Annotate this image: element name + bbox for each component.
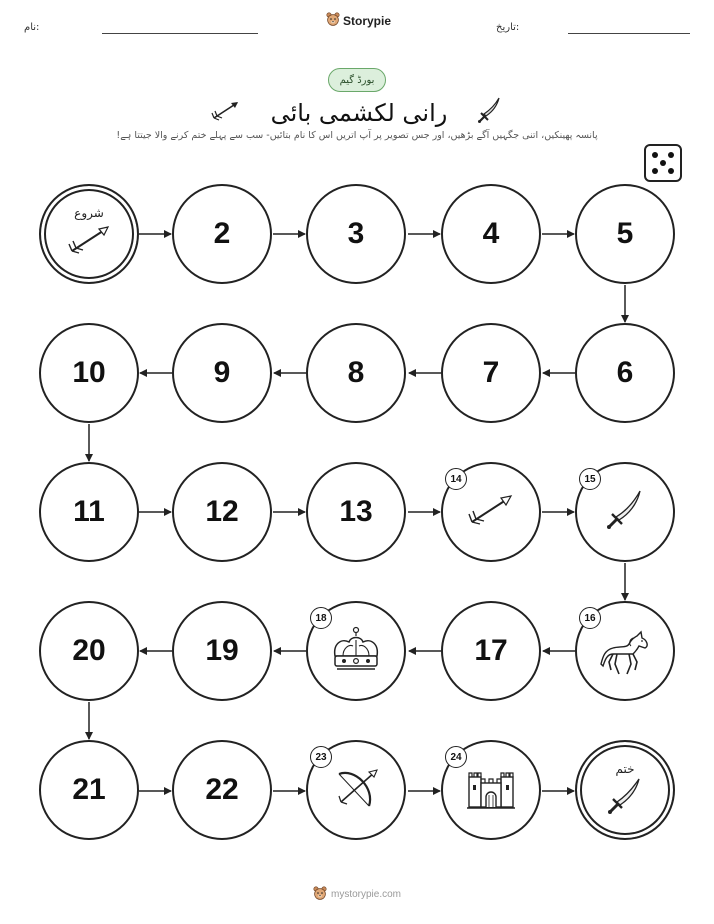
board-cell-6[interactable] [575, 323, 675, 423]
footer-link[interactable]: mystorypie.com [330, 889, 401, 900]
castle-icon [465, 765, 517, 815]
board-cell-14[interactable] [441, 462, 541, 562]
arrow-icon [466, 492, 516, 532]
board-game-tag: بورڈ گیم [328, 68, 386, 92]
cell-number: 20 [72, 634, 106, 667]
start-cell[interactable] [39, 184, 139, 284]
date-label: تاریخ: [496, 22, 520, 33]
board-cell-23[interactable] [306, 740, 406, 840]
cell-number: 22 [205, 773, 239, 806]
cell-number-badge: 18 [310, 607, 332, 629]
cell-number-badge: 16 [579, 607, 601, 629]
board-cell-18[interactable] [306, 601, 406, 701]
cell-number: 5 [616, 217, 634, 250]
cell-number-badge: 23 [310, 746, 332, 768]
sword-icon [605, 488, 645, 536]
board-cell-17[interactable] [441, 601, 541, 701]
board-cell-12[interactable] [172, 462, 272, 562]
board-cell-3[interactable] [306, 184, 406, 284]
cell-number: 9 [213, 356, 231, 389]
footer [0, 886, 714, 903]
arrow-icon [66, 223, 112, 261]
instructions-text: پانسہ پھینکیں، اتنی جگہیں آگے بڑھیں، اور جس تصویر پر آپ اتریں اس کا نام بتائیں- سب سے پہلے ختم کرنے والا جیتتا ہے! [116, 130, 598, 141]
cell-number: 3 [347, 217, 365, 250]
board-cell-9[interactable] [172, 323, 272, 423]
bear-face-icon [313, 886, 327, 903]
name-label: نام: [24, 22, 40, 33]
cell-number: 7 [482, 356, 500, 389]
horse-icon [599, 630, 651, 684]
board-cell-8[interactable] [306, 323, 406, 423]
board-cell-7[interactable] [441, 323, 541, 423]
board-cell-20[interactable] [39, 601, 139, 701]
board-cell-15[interactable] [575, 462, 675, 562]
cell-number: 2 [213, 217, 231, 250]
cell-number: 13 [339, 495, 373, 528]
cell-number: 17 [474, 634, 508, 667]
finish-cell[interactable] [575, 740, 675, 840]
crown-icon [329, 626, 383, 676]
cell-number: 12 [205, 495, 239, 528]
cell-number-badge: 24 [445, 746, 467, 768]
board-cell-16[interactable] [575, 601, 675, 701]
title-text: رانی لکشمی بائی [270, 99, 448, 127]
board-cell-11[interactable] [39, 462, 139, 562]
board-cell-13[interactable] [306, 462, 406, 562]
board-cell-4[interactable] [441, 184, 541, 284]
cell-number: 11 [73, 495, 105, 528]
brand-name: Storypie [343, 13, 392, 28]
board-cell-24[interactable] [441, 740, 541, 840]
board-cell-2[interactable] [172, 184, 272, 284]
start-label: شروع [74, 206, 104, 220]
board-cell-19[interactable] [172, 601, 272, 701]
finish-label: ختم [615, 762, 635, 776]
board-cell-22[interactable] [172, 740, 272, 840]
cell-number: 10 [72, 356, 106, 389]
cell-number-badge: 14 [445, 468, 467, 490]
cell-number: 19 [205, 634, 239, 667]
board-cell-10[interactable] [39, 323, 139, 423]
cell-number: 21 [72, 773, 106, 806]
cell-number: 4 [482, 217, 500, 250]
bow-and-arrow-icon [331, 764, 381, 816]
cell-number-badge: 15 [579, 468, 601, 490]
cell-number: 6 [616, 356, 634, 389]
board-cell-21[interactable] [39, 740, 139, 840]
sword-icon [607, 776, 643, 820]
cell-number: 8 [347, 356, 365, 389]
board-cell-5[interactable] [575, 184, 675, 284]
